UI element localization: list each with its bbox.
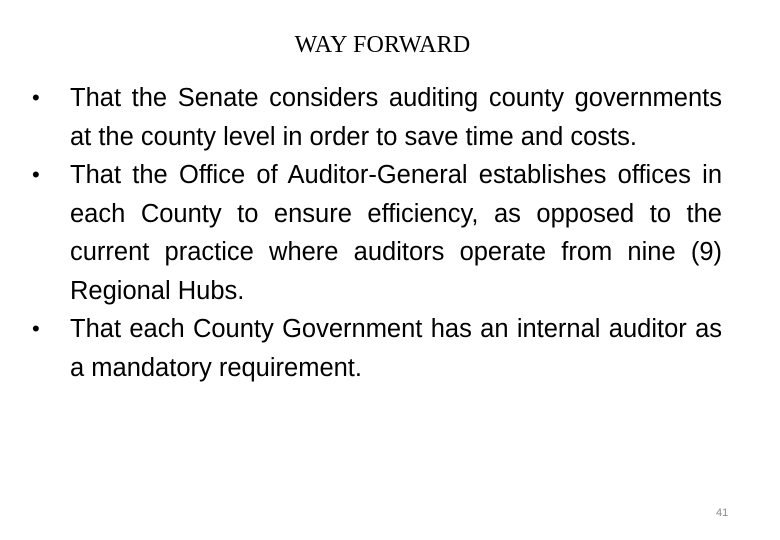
bullet-list xyxy=(30,79,722,387)
bullet-icon: • xyxy=(32,316,40,341)
bullet-item xyxy=(30,79,722,156)
slide-title: WAY FORWARD xyxy=(294,32,471,58)
bullet-icon: • xyxy=(32,85,40,110)
bullet-text: That each County Government has an internal auditor as a mandatory requirement. xyxy=(70,315,722,382)
bullet-icon: • xyxy=(32,162,40,187)
bullet-text: That the Senate considers auditing county governments at the county level in order to save time and costs. xyxy=(70,84,722,151)
page-number: 41 xyxy=(716,507,729,519)
bullet-item xyxy=(30,156,722,310)
bullet-text: That the Office of Auditor-General establishes offices in each County to ensure efficiency, as opposed to the current practice where auditors operate from nine (9) Regional Hubs. xyxy=(70,161,722,305)
bullet-item xyxy=(30,310,722,387)
